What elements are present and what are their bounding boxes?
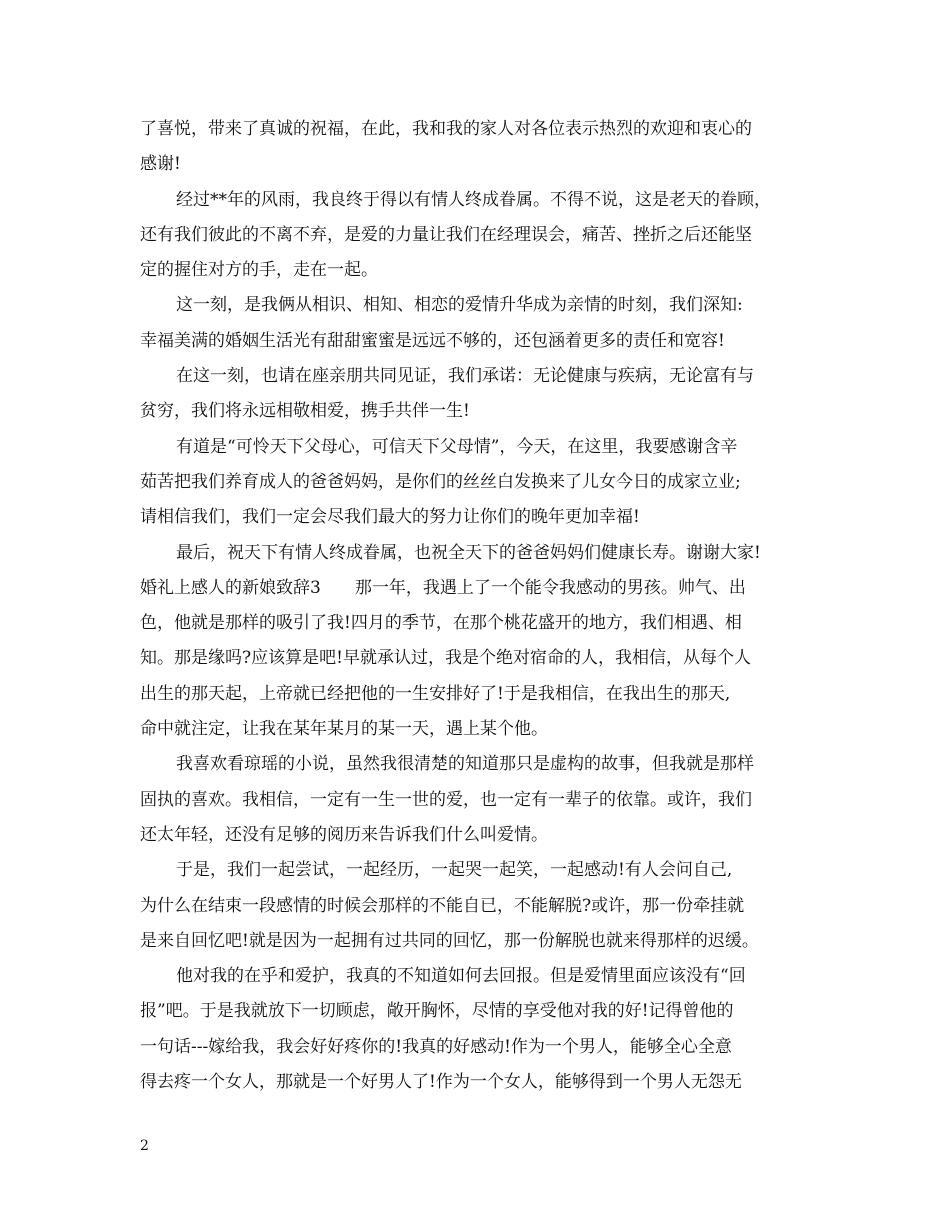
paragraph-first-line: 这一刻，是我俩从相识、相知、相恋的爱情升华成为亲情的时刻，我们深知: [176, 295, 743, 316]
text-line: 幸福美满的婚姻生活光有甜甜蜜蜜是远远不够的，还包涵着更多的责任和宽容! [140, 330, 725, 351]
paragraph-first-line: 有道是“可怜天下父母心，可信天下父母情”，今天，在这里，我要感谢含辛 [176, 436, 738, 457]
text-line: 命中就注定，让我在某年某月的某一天，遇上某个他。 [140, 719, 548, 740]
text-line: 还有我们彼此的不离不弃，是爱的力量让我们在经理误会，痛苦、挫折之后还能坚 [140, 224, 752, 245]
text-line: 请相信我们，我们一定会尽我们最大的努力让你们的晚年更加幸福! [140, 507, 640, 528]
body-text [140, 112, 820, 1100]
text-line: 固执的喜欢。我相信，一定有一生一世的爱，也一定有一辈子的依靠。或许，我们 [140, 789, 752, 810]
paragraph-first-line: 于是，我们一起尝试，一起经历，一起哭一起笑，一起感动!有人会问自己, [176, 860, 733, 881]
paragraph-first-line: 经过**年的风雨，我良终于得以有情人终成眷属。不得不说，这是老天的眷顾， [176, 189, 771, 210]
text-line: 出生的那天起，上帝就已经把他的一生安排好了!于是我相信，在我出生的那天, [140, 683, 731, 704]
text-line: 报”吧。于是我就放下一切顾虑，敞开胸怀，尽情的享受他对我的好!记得曾他的 [140, 1001, 734, 1022]
text-line: 婚礼上感人的新娘致辞3 那一年，我遇上了一个能令我感动的男孩。帅气、出 [140, 577, 746, 598]
page-number: 2 [140, 1138, 149, 1154]
paragraph-first-line: 他对我的在乎和爱护，我真的不知道如何去回报。但是爱情里面应该没有“回 [176, 966, 746, 987]
text-line: 了喜悦，带来了真诚的祝福，在此，我和我的家人对各位表示热烈的欢迎和衷心的 [140, 119, 752, 139]
text-line: 为什么在结束一段感情的时候会那样的不能自已，不能解脱?或许，那一份牵挂就 [140, 895, 745, 916]
text-line: 定的握住对方的手，走在一起。 [140, 260, 378, 281]
text-line: 还太年轻，还没有足够的阅历来告诉我们什么叫爱情。 [140, 824, 548, 845]
text-line: 贫穷，我们将永远相敬相爱，携手共伴一生! [140, 401, 470, 422]
text-line: 一句话---嫁给我，我会好好疼你的!我真的好感动!作为一个男人，能够全心全意 [140, 1036, 732, 1057]
text-line: 色，他就是那样的吸引了我!四月的季节，在那个桃花盛开的地方，我们相遇、相 [140, 613, 742, 634]
paragraph-first-line: 在这一刻，也请在座亲朋共同见证，我们承诺：无论健康与疾病，无论富有与 [176, 366, 754, 387]
text-line: 茹苦把我们养育成人的爸爸妈妈，是你们的丝丝白发换来了儿女今日的成家立业; [140, 471, 741, 492]
paragraph-first-line: 最后，祝天下有情人终成眷属，也祝全天下的爸爸妈妈们健康长寿。谢谢大家! [176, 542, 761, 563]
text-line: 感谢! [140, 154, 181, 175]
text-line: 知。那是缘吗?应该算是吧!早就承认过，我是个绝对宿命的人，我相信，从每个人 [140, 648, 751, 669]
paragraph-first-line: 我喜欢看琼瑶的小说，虽然我很清楚的知道那只是虚构的故事，但我就是那样 [176, 754, 754, 775]
text-line: 得去疼一个女人，那就是一个好男人了!作为一个女人，能够得到一个男人无怨无 [140, 1072, 742, 1093]
text-line: 是来自回忆吧!就是因为一起拥有过共同的回忆，那一份解脱也就来得那样的迟缓。 [140, 930, 759, 951]
